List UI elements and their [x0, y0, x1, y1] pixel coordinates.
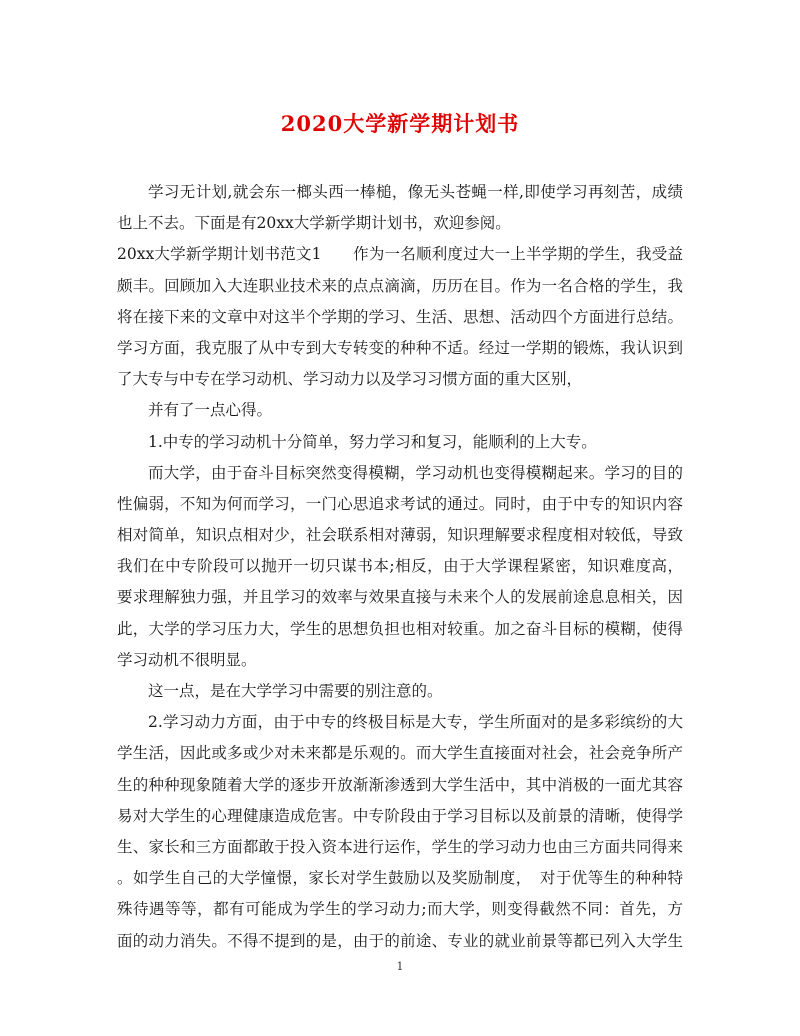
paragraph-line: 学习方面，我克服了从中专到大专转变的种种不适。经过一学期的锻炼，我认识到 [117, 338, 683, 357]
paragraph-line: 学习动机不很明显。 [117, 650, 257, 669]
paragraph-line: 将在接下来的文章中对这半个学期的学习、生活、思想、活动四个方面进行总结。 [117, 307, 683, 326]
paragraph-line: 颇丰。回顾加入大连职业技术来的点点滴滴，历历在目。作为一名合格的学生，我 [117, 276, 683, 295]
paragraph-line: 易对大学生的心理健康造成危害。中专阶段由于学习目标以及前景的清晰，使得学 [117, 806, 683, 825]
document-body [117, 177, 683, 957]
paragraph-line: 相对简单，知识点相对少，社会联系相对薄弱，知识理解要求程度相对较低，导致 [117, 526, 683, 545]
paragraph-line: 也上不去。下面是有20xx大学新学期计划书，欢迎参阅。 [117, 214, 511, 233]
paragraph-line: 2.学习动力方面，由于中专的终极目标是大专，学生所面对的是多彩缤纷的大 [148, 713, 683, 732]
paragraph-line: 这一点，是在大学学习中需要的别注意的。 [148, 682, 443, 700]
paragraph-line: 并有了一点心得。 [148, 401, 273, 420]
paragraph-line: 生、家长和三方面都敢于投入资本进行运作，学生的学习动力也由三方面共同得来 [117, 837, 683, 856]
paragraph-line: 。如学生自己的大学憧憬，家长对学生鼓励以及奖励制度， 对于优等生的种种特 [117, 869, 683, 888]
paragraph-line: 生的种种现象随着大学的逐步开放渐渐渗透到大学生活中，其中消极的一面尤其容 [117, 775, 683, 794]
paragraph-line: 学习无计划,就会东一榔头西一棒槌，像无头苍蝇一样,即使学习再刻苦，成绩 [148, 183, 683, 201]
document-title: 2020大学新学期计划书 [280, 111, 520, 136]
paragraph-line: 要求理解独力强，并且学习的效率与效果直接与未来个人的发展前途息息相关，因 [117, 588, 683, 607]
paragraph-line: 面的动力消失。不得不提到的是，由于的前途、专业的就业前景等都已列入大学生 [117, 931, 683, 950]
paragraph-line: 学生活，因此或多或少对未来都是乐观的。而大学生直接面对社会，社会竞争所产 [117, 744, 683, 763]
paragraph-line: 而大学，由于奋斗目标突然变得模糊，学习动机也变得模糊起来。学习的目的 [148, 463, 683, 482]
paragraph-line: 了大专与中专在学习动机、学习动力以及学习习惯方面的重大区别， [117, 370, 583, 389]
paragraph-line: 我们在中专阶段可以抛开一切只谋书本;相反，由于大学课程紧密，知识难度高， [117, 557, 683, 576]
paragraph-line: 性偏弱，不知为何而学习，一门心思追求考试的通过。同时，由于中专的知识内容 [117, 494, 683, 513]
paragraph-line: 殊待遇等等，都有可能成为学生的学习动力;而大学，则变得截然不同：首先，方 [117, 900, 683, 919]
paragraph-line: 1.中专的学习动机十分简单，努力学习和复习，能顺利的上大专。 [148, 432, 597, 451]
paragraph-line: 20xx大学新学期计划书范文1 作为一名顺利度过大一上半学期的学生，我受益 [117, 245, 683, 264]
page-number: 1 [396, 960, 404, 973]
paragraph-line: 此，大学的学习压力大，学生的思想负担也相对较重。加之奋斗目标的模糊，使得 [117, 619, 683, 638]
